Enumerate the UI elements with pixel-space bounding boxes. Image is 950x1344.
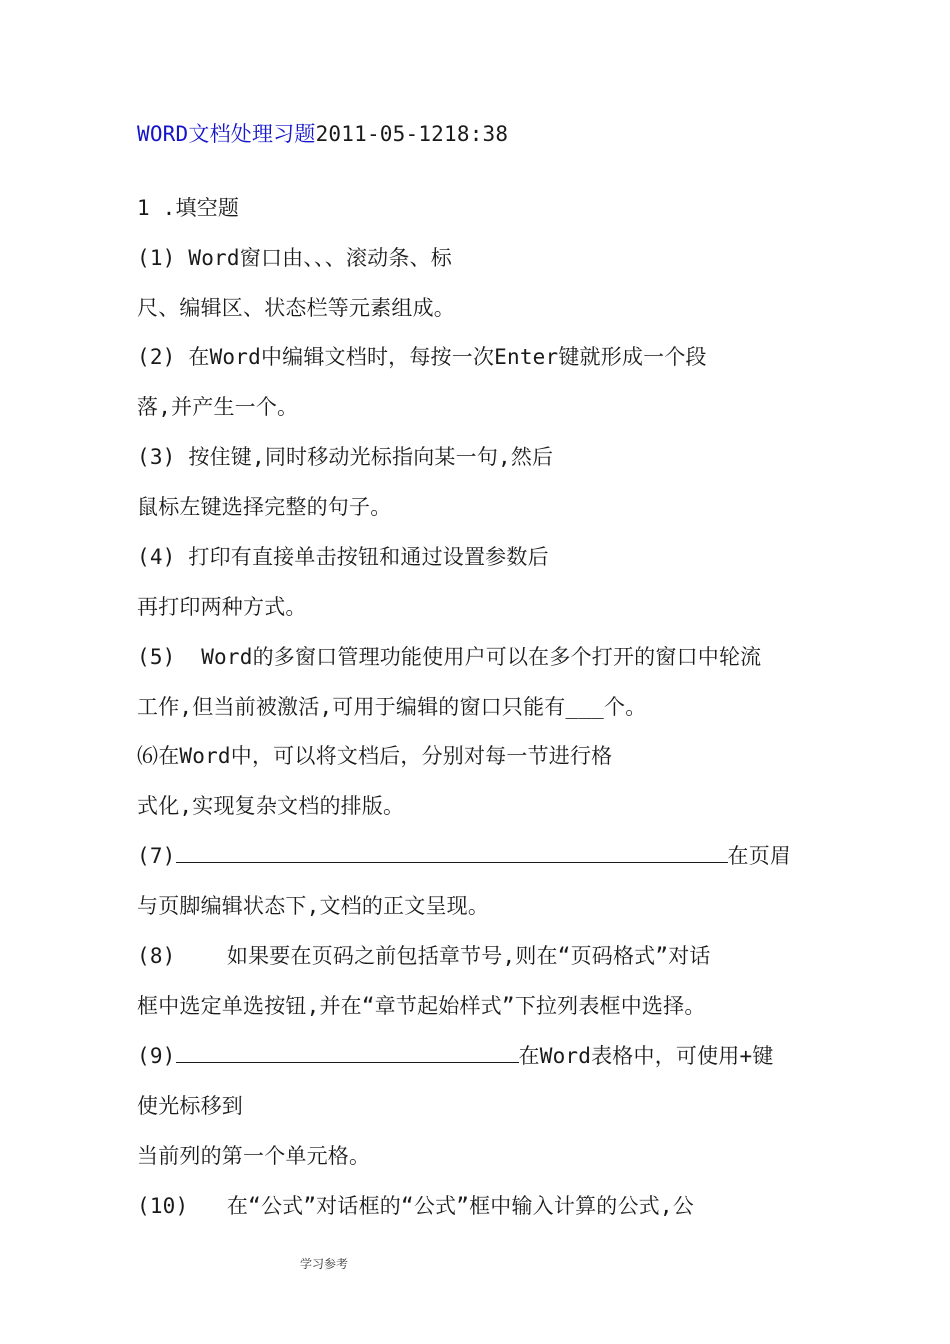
- answer-blank: [176, 842, 728, 863]
- question-9-line-1: [137, 1042, 774, 1070]
- question-9-tail: 在Word表格中，可使用+键: [518, 1044, 774, 1068]
- title-datetime: 2011-05-1218:38: [315, 122, 509, 146]
- question-5-line-1: (5) Word的多窗口管理功能使用户可以在多个打开的窗口中轮流: [137, 645, 762, 669]
- question-9-line-2: 使光标移到: [137, 1094, 243, 1118]
- title-link[interactable]: WORD文档处理习题: [137, 122, 316, 146]
- question-8-line-2: 框中选定单选按钮,并在“章节起始样式”下拉列表框中选择。: [137, 994, 706, 1018]
- page-footer: 学习参考: [300, 1257, 349, 1271]
- question-8-line-1: (8) 如果要在页码之前包括章节号,则在“页码格式”对话: [137, 944, 711, 968]
- question-5-line-2: 工作,但当前被激活,可用于编辑的窗口只能有___个。: [137, 695, 647, 719]
- question-10-line-1: (10) 在“公式”对话框的“公式”框中输入计算的公式,公: [137, 1194, 694, 1218]
- question-6-line-2: 式化,实现复杂文档的排版。: [137, 794, 405, 818]
- question-4-line-2: 再打印两种方式。: [137, 595, 307, 619]
- question-1-line-1: (1) Word窗口由、、、滚动条、标: [137, 246, 452, 270]
- question-9-number: (9): [137, 1044, 176, 1068]
- question-2-line-1: (2) 在Word中编辑文档时，每按一次Enter键就形成一个段: [137, 345, 707, 369]
- answer-blank: [176, 1042, 519, 1063]
- question-4-line-1: (4) 打印有直接单击按钮和通过设置参数后: [137, 545, 549, 569]
- question-7-line-1: [137, 842, 791, 870]
- section-heading: 1 .填空题: [137, 196, 240, 220]
- question-7-number: (7): [137, 844, 176, 868]
- question-2-line-2: 落,并产生一个。: [137, 395, 299, 419]
- question-7-line-2: 与页脚编辑状态下,文档的正文呈现。: [137, 894, 490, 918]
- question-3-line-2: 鼠标左键选择完整的句子。: [137, 495, 392, 519]
- question-1-line-2: 尺、编辑区、状态栏等元素组成。: [137, 296, 455, 320]
- document-title: [137, 120, 508, 148]
- question-9-line-3: 当前列的第一个单元格。: [137, 1144, 371, 1168]
- question-6-line-1: ⑹在Word中，可以将文档后，分别对每一节进行格: [137, 744, 613, 768]
- question-3-line-1: (3) 按住键,同时移动光标指向某一句,然后: [137, 445, 554, 469]
- question-7-tail: 在页眉: [727, 844, 792, 868]
